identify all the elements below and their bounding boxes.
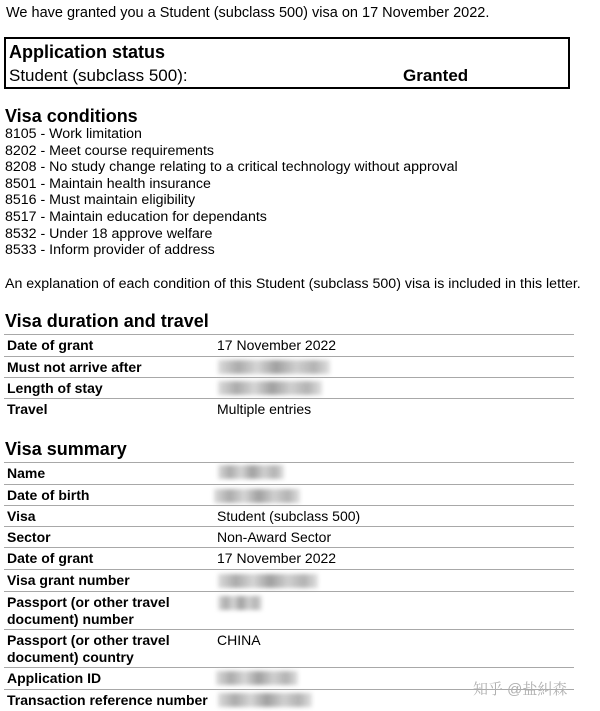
grant-intro-text: We have granted you a Student (subclass 500) visa on 17 November 2022. (6, 5, 490, 21)
application-status-label: Student (subclass 500): (9, 66, 188, 85)
table-row (4, 591, 574, 629)
row-label: Date of birth (7, 487, 90, 503)
row-label: Transaction reference number (7, 692, 208, 708)
table-row (4, 629, 574, 667)
condition-item: 8208 - No study change relating to a critical technology without approval (5, 159, 458, 176)
row-label-line2: document) country (7, 649, 134, 665)
condition-item: 8105 - Work limitation (5, 126, 142, 142)
table-row (4, 526, 574, 547)
row-label: Name (7, 465, 46, 481)
row-label: Date of grant (7, 337, 94, 353)
redacted-value (218, 381, 322, 395)
condition-item: 8501 - Maintain health insurance (5, 175, 211, 192)
visa-conditions-list (5, 126, 458, 259)
table-row (4, 462, 574, 484)
row-value: 17 November 2022 (217, 550, 337, 566)
row-label: Sector (7, 529, 51, 545)
application-status-value: Granted (403, 66, 469, 85)
visa-summary-heading: Visa summary (5, 439, 127, 459)
row-label-line1: Passport (or other travel (7, 594, 170, 610)
row-label: Date of grant (7, 550, 94, 566)
row-label: Application ID (7, 670, 102, 686)
table-row (4, 356, 574, 377)
conditions-explanation: An explanation of each condition of this Student (subclass 500) visa is included in this letter. (5, 276, 581, 292)
row-label-line1: Passport (or other travel (7, 632, 170, 648)
row-label: Visa (7, 508, 36, 524)
redacted-value (218, 465, 284, 479)
watermark-text: 知乎 @盐糾森 (473, 681, 568, 698)
redacted-value (218, 360, 330, 374)
redacted-value (218, 596, 262, 610)
row-value: Non-Award Sector (217, 529, 332, 545)
redacted-value (216, 671, 298, 685)
row-value: CHINA (217, 632, 261, 648)
row-value: Student (subclass 500) (217, 508, 361, 524)
application-status-box (4, 37, 570, 89)
row-label: Travel (7, 401, 48, 417)
table-row (4, 505, 574, 526)
row-value: 17 November 2022 (217, 337, 337, 353)
condition-item: 8533 - Inform provider of address (5, 242, 215, 259)
condition-item: 8516 - Must maintain eligibility (5, 192, 196, 209)
row-label: Visa grant number (7, 572, 130, 588)
table-row (4, 334, 574, 356)
visa-duration-heading: Visa duration and travel (5, 311, 209, 331)
table-row (4, 569, 574, 591)
table-row (4, 484, 574, 505)
redacted-value (218, 574, 318, 588)
row-value: Multiple entries (217, 401, 312, 417)
redacted-value (218, 693, 312, 707)
row-label: Length of stay (7, 380, 103, 396)
table-row (4, 398, 574, 420)
table-row (4, 547, 574, 569)
application-status-title: Application status (9, 42, 166, 62)
table-row (4, 377, 574, 398)
redacted-value (214, 489, 300, 503)
visa-conditions-heading: Visa conditions (5, 106, 138, 126)
row-label: Must not arrive after (7, 359, 142, 375)
row-label-line2: document) number (7, 611, 134, 627)
condition-item: 8202 - Meet course requirements (5, 142, 214, 159)
condition-item: 8517 - Maintain education for dependants (5, 208, 267, 225)
condition-item: 8532 - Under 18 approve welfare (5, 225, 213, 242)
